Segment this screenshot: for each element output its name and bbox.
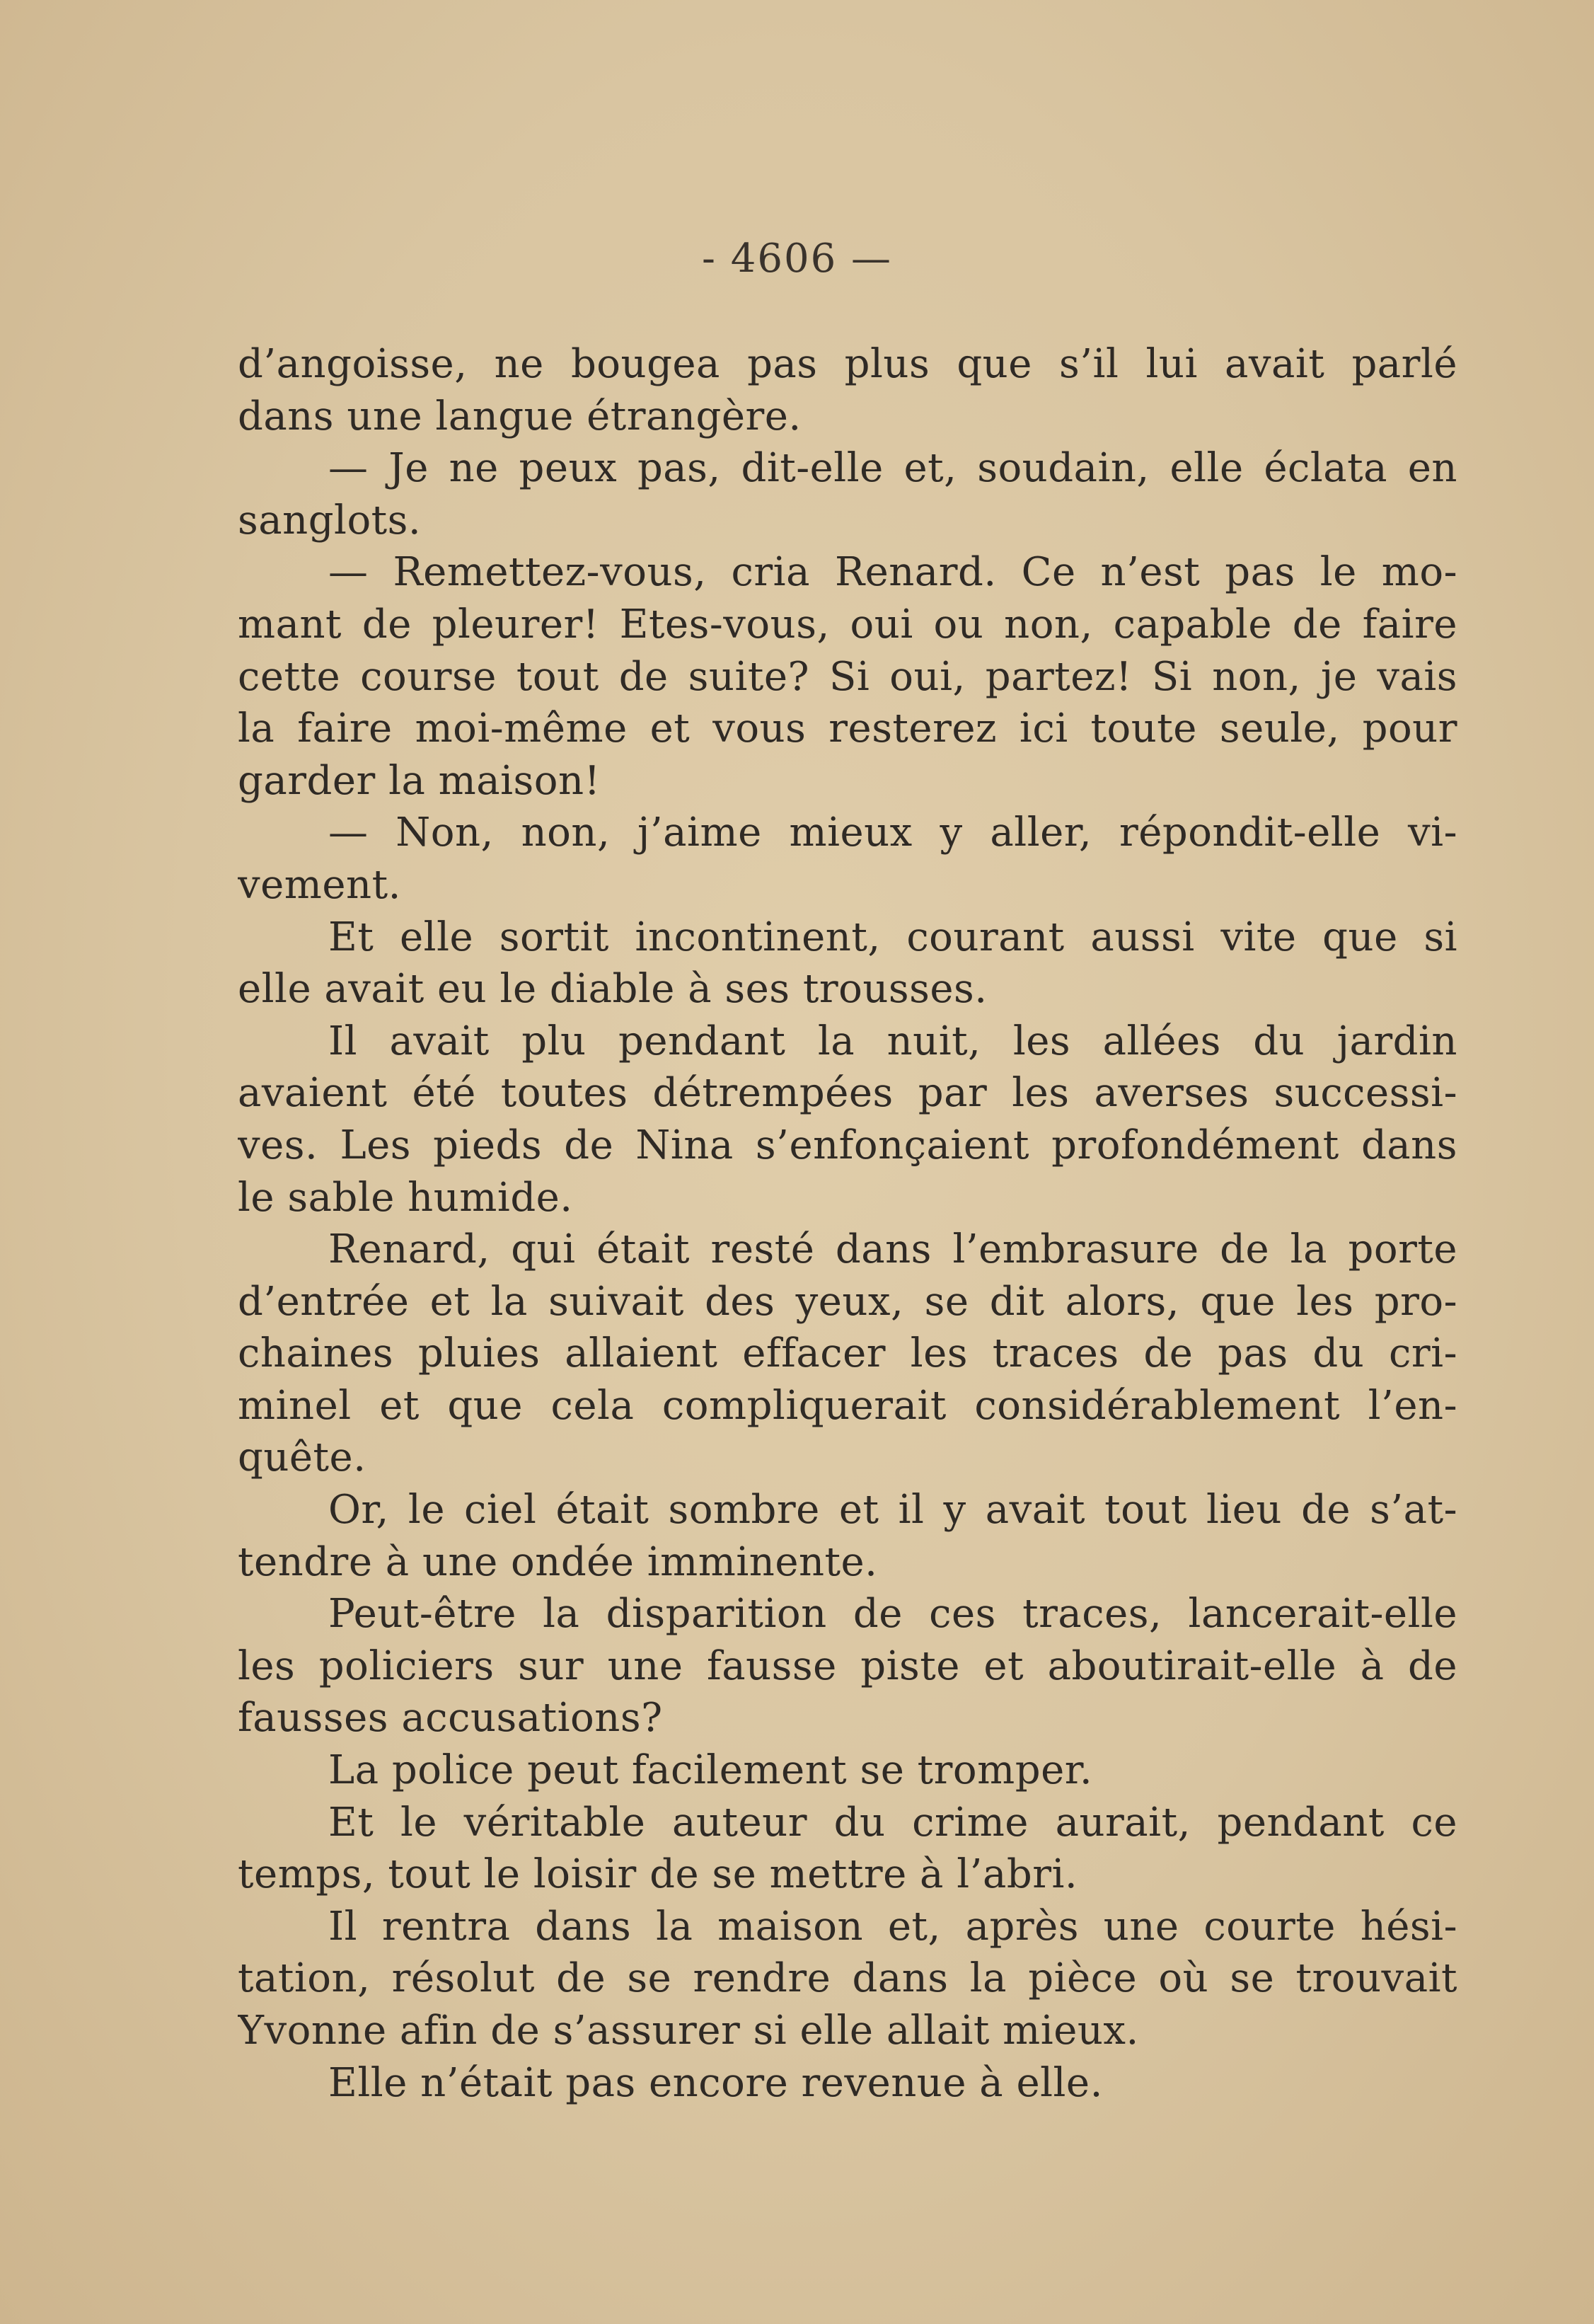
text-line: — Remettez-vous, cria Renard. Ce n’est pas le mo- [328, 549, 1457, 596]
text-line: — Je ne peux pas, dit-elle et, soudain, elle éclata en [328, 445, 1457, 492]
text-line: Peut-être la disparition de ces traces, lancerait-elle [328, 1591, 1457, 1638]
text-line: fausses accusations? [238, 1695, 663, 1742]
text-line: La police peut facilement se tromper. [328, 1747, 1093, 1794]
text-line: Et le véritable auteur du crime aurait, pendant ce [328, 1799, 1457, 1846]
text-line: temps, tout le loisir de se mettre à l’abri. [238, 1851, 1078, 1898]
text-line: d’angoisse, ne bougea pas plus que s’il lui avait parlé [238, 341, 1457, 387]
text-line: tation, résolut de se rendre dans la pièce où se trouvait [238, 1955, 1457, 2002]
text-line: avaient été toutes détrempées par les averses successi- [238, 1070, 1457, 1117]
text-line: sanglots. [238, 497, 422, 543]
text-line: chaines pluies allaient effacer les traces de pas du cri- [238, 1330, 1457, 1377]
text-line: ves. Les pieds de Nina s’enfonçaient profondément dans [238, 1122, 1457, 1168]
text-line: Il avait plu pendant la nuit, les allées du jardin [328, 1018, 1457, 1064]
text-line: — Non, non, j’aime mieux y aller, répondit-elle vi- [328, 810, 1457, 856]
text-line: vement. [238, 861, 401, 908]
text-line: cette course tout de suite? Si oui, partez! Si non, je vais [238, 653, 1457, 700]
page-number: - 4606 — [701, 236, 893, 282]
text-line: elle avait eu le diable à ses trousses. [238, 966, 988, 1013]
text-line: quête. [238, 1434, 366, 1481]
text-line: garder la maison! [238, 757, 601, 804]
text-line: dans une langue étrangère. [238, 393, 802, 439]
text-line: les policiers sur une fausse piste et aboutirait-elle à de [238, 1643, 1457, 1689]
text-line: mant de pleurer! Etes-vous, oui ou non, capable de faire [238, 601, 1457, 648]
text-line: Il rentra dans la maison et, après une courte hési- [328, 1903, 1457, 1950]
text-line: minel et que cela compliquerait considérablement l’en- [238, 1382, 1457, 1429]
text-line: tendre à une ondée imminente. [238, 1538, 878, 1585]
text-line: d’entrée et la suivait des yeux, se dit alors, que les pro- [238, 1278, 1457, 1325]
text-line: Yvonne afin de s’assurer si elle allait mieux. [238, 2008, 1139, 2054]
text-line: la faire moi-même et vous resterez ici toute seule, pour [238, 706, 1457, 752]
text-line: Et elle sortit incontinent, courant aussi vite que si [328, 914, 1457, 960]
text-line: Renard, qui était resté dans l’embrasure de la porte [328, 1226, 1457, 1273]
body-text [238, 338, 1457, 2109]
text-line: Elle n’était pas encore revenue à elle. [328, 2059, 1103, 2106]
text-line: Or, le ciel était sombre et il y avait tout lieu de s’at- [328, 1487, 1457, 1534]
text-line: le sable humide. [238, 1174, 573, 1221]
